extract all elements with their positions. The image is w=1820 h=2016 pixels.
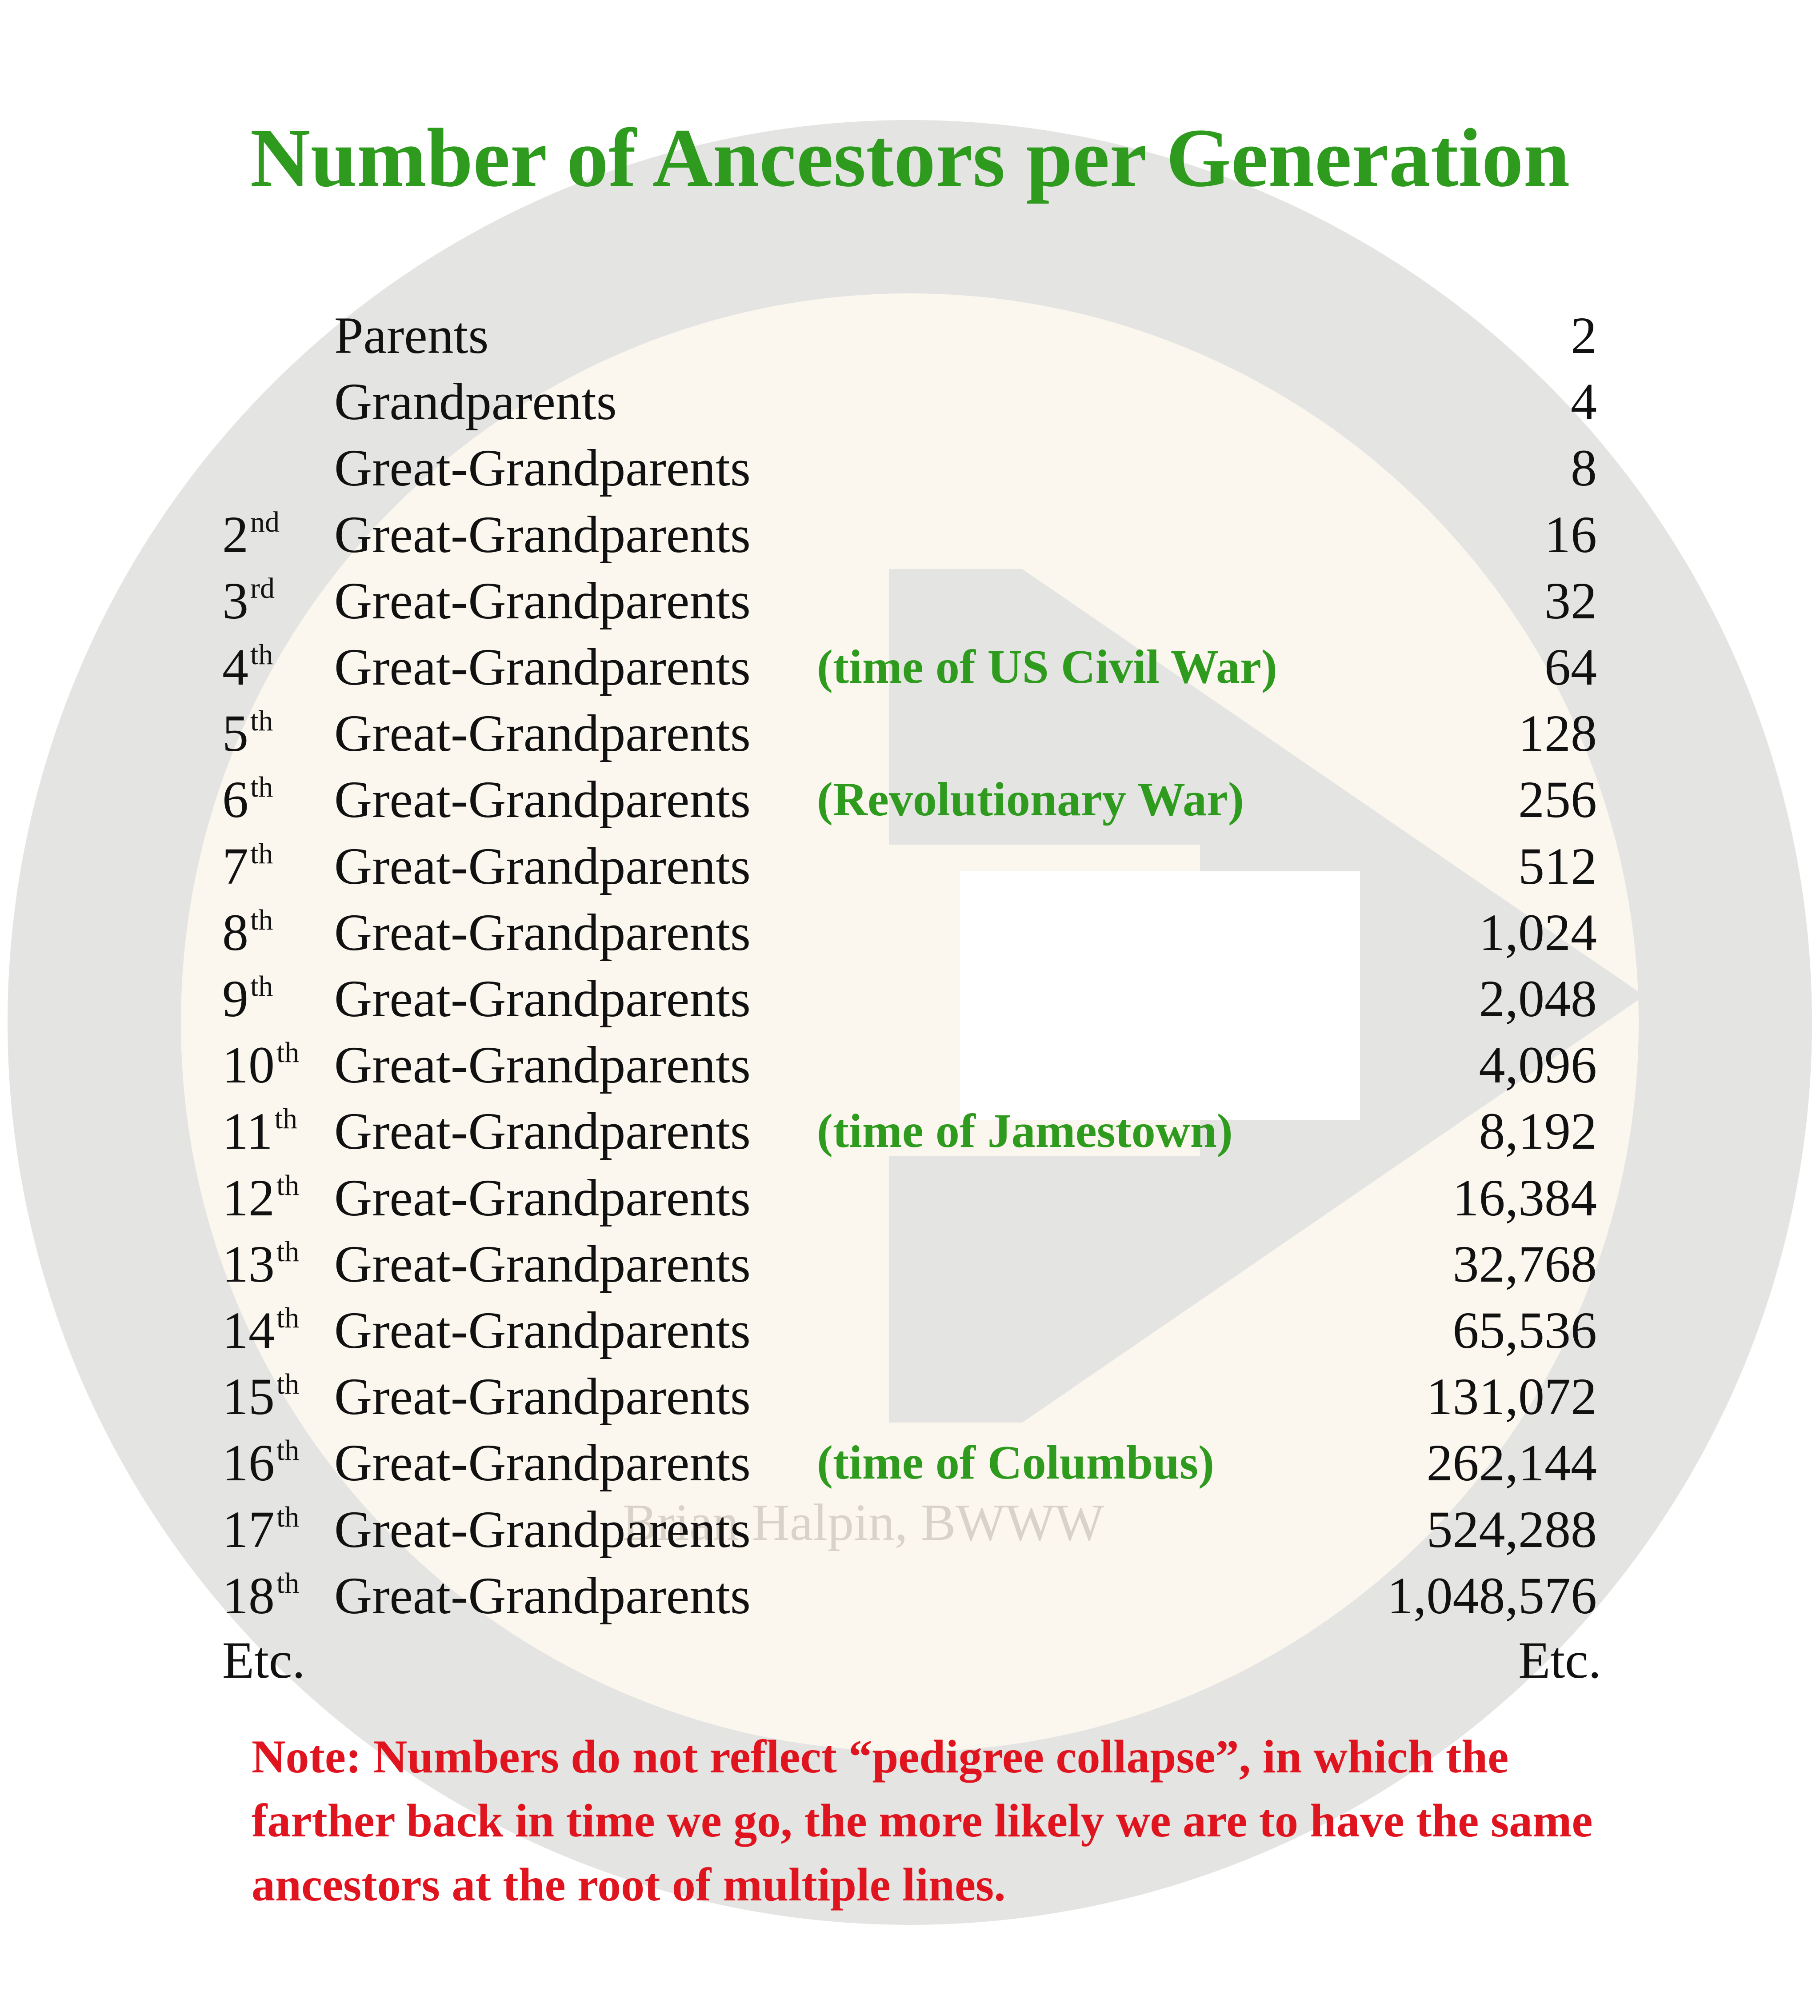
page-title: Number of Ancestors per Generation (250, 111, 1570, 204)
table-row (0, 1496, 1820, 1563)
ancestor-count: 4 (1571, 373, 1597, 431)
table-row (0, 833, 1820, 900)
table-row (0, 1363, 1820, 1430)
generation-label: Great-Grandparents (334, 837, 751, 895)
table-row (0, 435, 1820, 501)
ancestor-count: 32,768 (1452, 1234, 1597, 1293)
generation-ordinal: 2nd (222, 505, 280, 564)
ancestor-count: 16 (1544, 505, 1597, 564)
table-row (0, 501, 1820, 568)
table-row (0, 1165, 1820, 1231)
ordinal-suffix: th (276, 1567, 300, 1599)
ancestor-count: 65,536 (1452, 1301, 1597, 1359)
table-row (0, 568, 1820, 634)
generation-label: Great-Grandparents (334, 1434, 751, 1492)
generation-ordinal: 4th (222, 638, 273, 696)
generation-label: Great-Grandparents (334, 1367, 751, 1426)
generation-ordinal: 11th (222, 1102, 297, 1161)
generation-label: Great-Grandparents (334, 1500, 751, 1559)
generation-ordinal: 3rd (222, 571, 275, 630)
generation-ordinal: 16th (222, 1434, 300, 1492)
generation-label: Great-Grandparents (334, 571, 751, 630)
ordinal-suffix: th (276, 1302, 300, 1334)
generation-label: Great-Grandparents (334, 638, 751, 696)
generation-label: Grandparents (334, 373, 617, 431)
table-row (0, 369, 1820, 435)
ancestor-count: 8,192 (1479, 1102, 1597, 1161)
ordinal-suffix: th (276, 1235, 300, 1268)
era-annotation: (time of US Civil War) (817, 641, 1277, 693)
ordinal-suffix: th (276, 1036, 300, 1069)
table-row (0, 634, 1820, 701)
generation-ordinal: 15th (222, 1367, 300, 1426)
ordinal-suffix: th (250, 638, 273, 671)
ancestor-count: 512 (1518, 837, 1597, 895)
ordinal-suffix: th (276, 1434, 300, 1467)
generation-label: Great-Grandparents (334, 970, 751, 1028)
etc-label-right: Etc. (1518, 1631, 1601, 1689)
table-row (0, 1231, 1820, 1298)
generation-label: Great-Grandparents (334, 1036, 751, 1094)
generation-label: Great-Grandparents (334, 1566, 751, 1625)
table-row (0, 302, 1820, 369)
generation-label: Great-Grandparents (334, 704, 751, 763)
ancestor-count: 8 (1571, 439, 1597, 497)
table-row (0, 899, 1820, 966)
era-annotation: (Revolutionary War) (817, 773, 1244, 826)
generation-ordinal: 8th (222, 903, 273, 962)
etc-label-left: Etc. (222, 1631, 305, 1689)
generation-ordinal: 10th (222, 1036, 300, 1094)
ordinal-suffix: th (250, 837, 273, 870)
ancestor-count: 1,024 (1479, 903, 1597, 962)
ancestor-count: 524,288 (1426, 1500, 1597, 1559)
table-row (0, 1297, 1820, 1364)
generation-label: Parents (334, 306, 489, 365)
ordinal-suffix: nd (250, 505, 280, 538)
generation-label: Great-Grandparents (334, 903, 751, 962)
generation-label: Great-Grandparents (334, 439, 751, 497)
generation-ordinal (222, 435, 224, 509)
ancestor-count: 1,048,576 (1387, 1566, 1597, 1625)
generation-ordinal: 13th (222, 1234, 300, 1293)
ordinal-suffix: th (274, 1102, 297, 1135)
ordinal-suffix: rd (250, 572, 275, 605)
ordinal-suffix: th (276, 1169, 300, 1202)
table-row (0, 766, 1820, 833)
ancestor-count: 128 (1518, 704, 1597, 763)
generation-ordinal: 9th (222, 970, 273, 1028)
ordinal-suffix: th (250, 771, 273, 804)
ancestor-count: 32 (1544, 571, 1597, 630)
era-annotation: (time of Columbus) (817, 1436, 1214, 1490)
ordinal-suffix: th (276, 1368, 300, 1401)
table-row (0, 1430, 1820, 1496)
generation-ordinal: 17th (222, 1500, 300, 1559)
copyright-watermark: Brian Halpin, BWWW (622, 1493, 1104, 1551)
generation-ordinal: 7th (222, 837, 273, 895)
ancestor-count: 131,072 (1426, 1367, 1597, 1426)
generation-label: Great-Grandparents (334, 770, 751, 829)
ordinal-suffix: th (250, 970, 273, 1002)
table-row (0, 966, 1820, 1032)
ancestor-count: 16,384 (1452, 1168, 1597, 1227)
table-row (0, 1032, 1820, 1098)
generation-label: Great-Grandparents (334, 505, 751, 564)
table-row (0, 1563, 1820, 1629)
ordinal-suffix: th (250, 903, 273, 936)
generation-ordinal: 6th (222, 770, 273, 829)
ancestor-count: 2 (1571, 306, 1597, 365)
generation-ordinal: 18th (222, 1566, 300, 1625)
generation-label: Great-Grandparents (334, 1168, 751, 1227)
ancestor-count: 2,048 (1479, 970, 1597, 1028)
table-row (0, 700, 1820, 767)
generation-ordinal: 14th (222, 1301, 300, 1359)
era-annotation: (time of Jamestown) (817, 1105, 1233, 1158)
ancestor-count: 256 (1518, 770, 1597, 829)
ordinal-suffix: th (250, 705, 273, 737)
ordinal-suffix: th (276, 1500, 300, 1533)
generation-label: Great-Grandparents (334, 1234, 751, 1293)
generation-label: Great-Grandparents (334, 1301, 751, 1359)
generation-ordinal (222, 302, 224, 377)
table-row (0, 1098, 1820, 1165)
generation-ordinal (222, 369, 224, 443)
ancestor-count: 262,144 (1426, 1434, 1597, 1492)
generation-label: Great-Grandparents (334, 1102, 751, 1161)
ancestor-count: 64 (1544, 638, 1597, 696)
generation-ordinal: 5th (222, 704, 273, 763)
generation-ordinal: 12th (222, 1168, 300, 1227)
ancestor-count: 4,096 (1479, 1036, 1597, 1094)
pedigree-collapse-note: Note: Numbers do not reflect “pedigree collapse”, in which the farther back in time we go, the more likely we are to have the same ancestors at the root of multiple lines. (252, 1731, 1593, 1911)
